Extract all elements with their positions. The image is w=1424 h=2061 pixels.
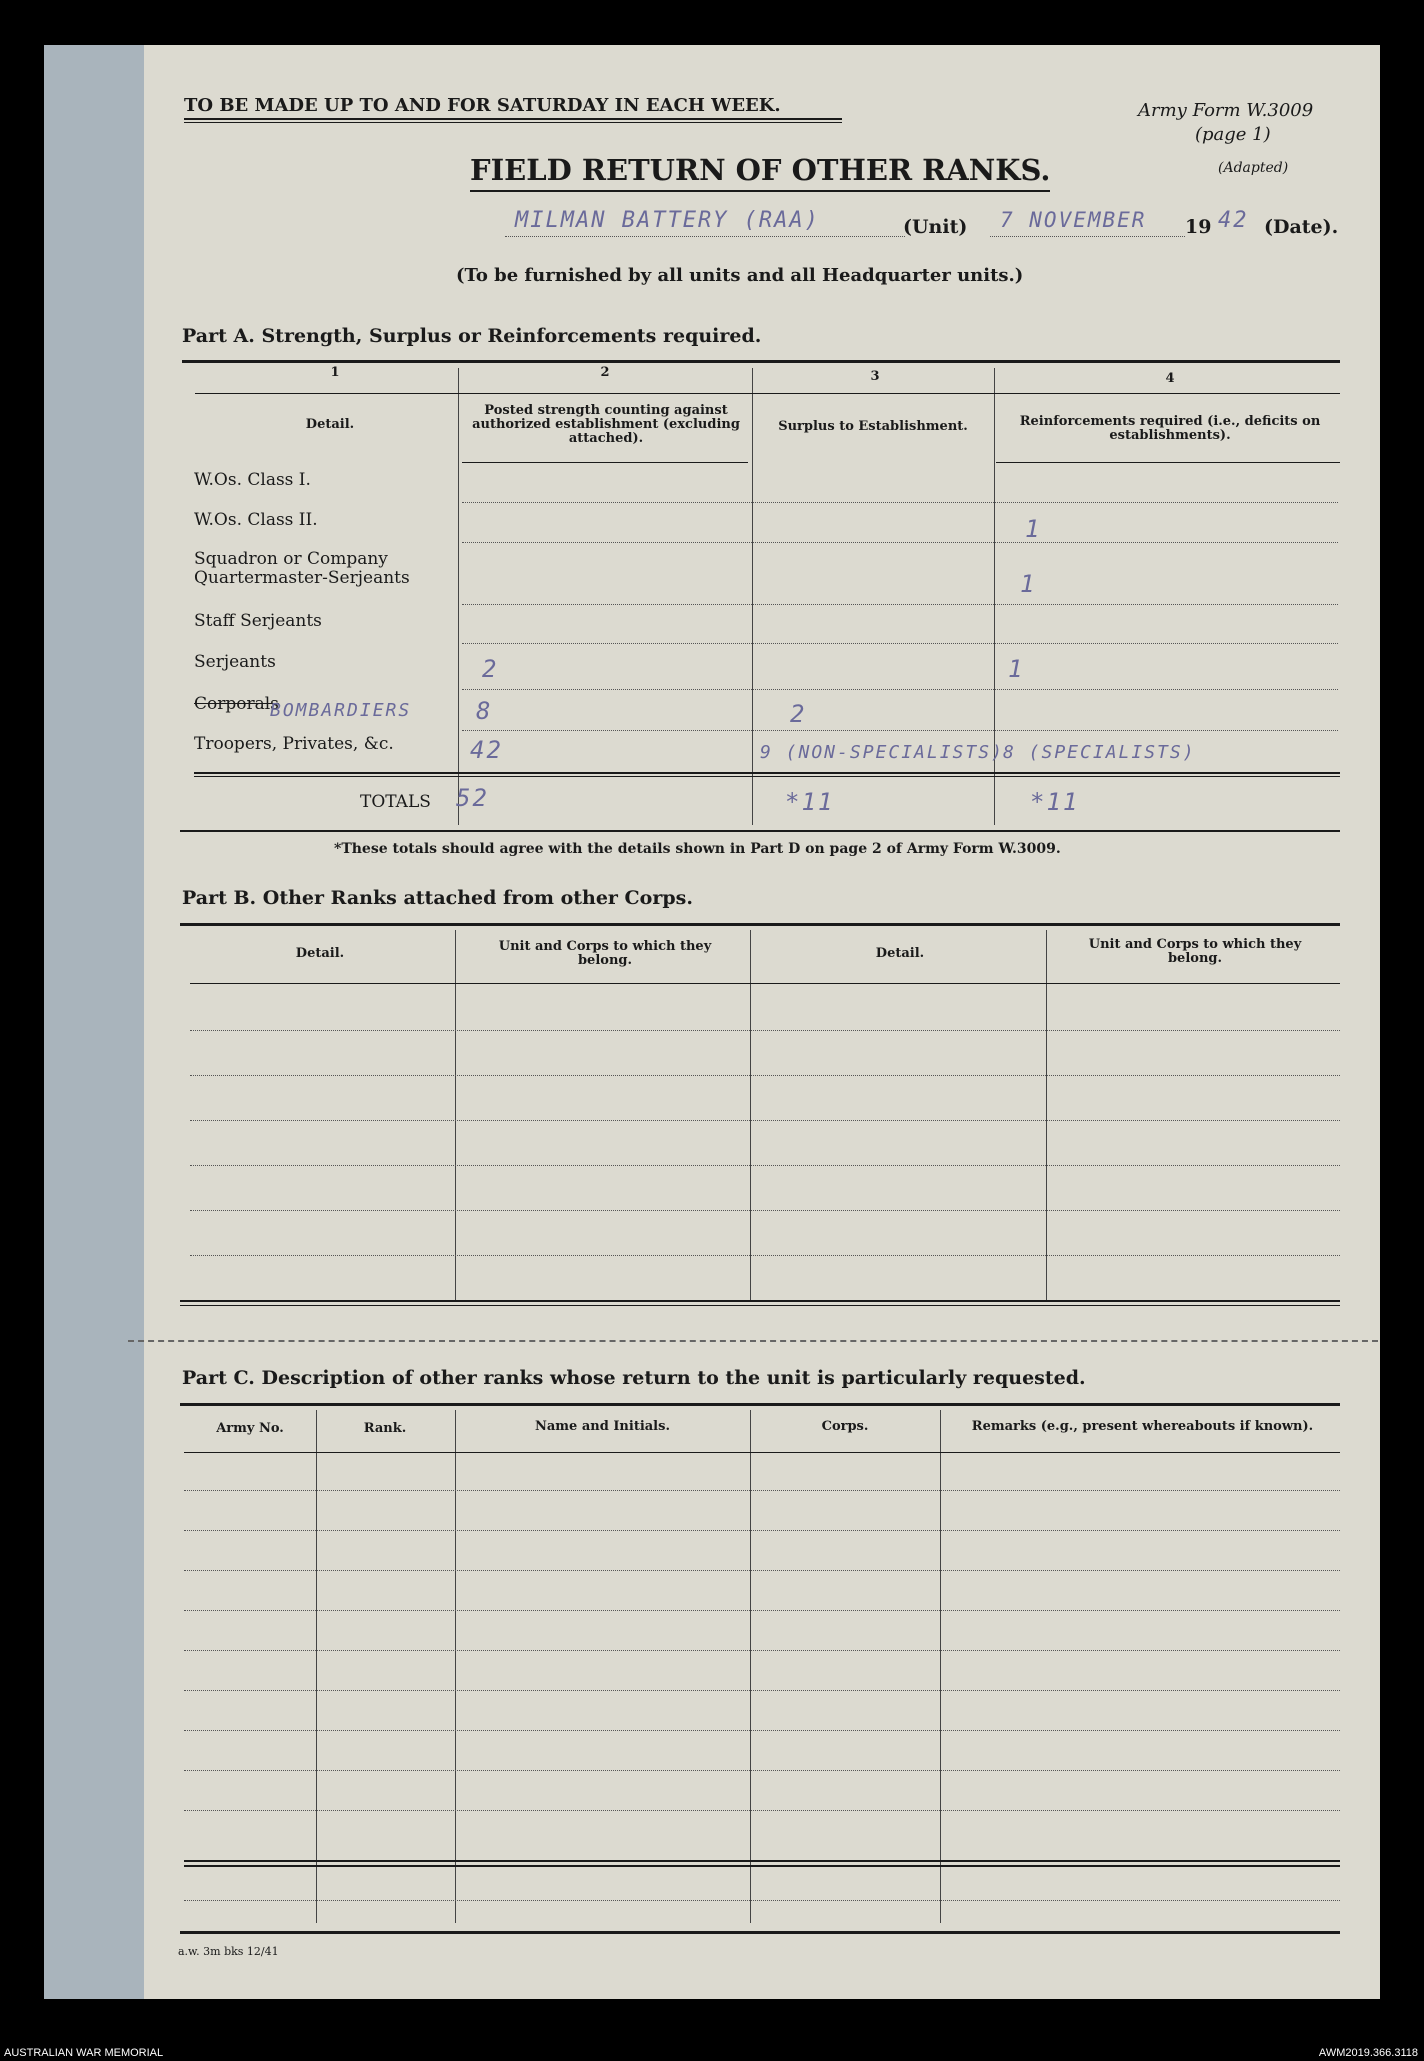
- row-label-cqms: Squadron or Company Quartermaster-Serjeants: [194, 549, 410, 588]
- row-label-wo1: W.Os. Class I.: [194, 470, 311, 490]
- part-b-divider-1: [455, 930, 456, 1302]
- row-line: [462, 689, 1338, 690]
- totals-surplus: *11: [785, 788, 835, 816]
- part-c-header-army-no: Army No.: [216, 1421, 284, 1436]
- row-label-corporals: Corporals: [194, 694, 279, 714]
- part-c-line: [184, 1530, 1340, 1531]
- instruction-text: TO BE MADE UP TO AND FOR SATURDAY IN EACH WEEK.: [184, 95, 781, 116]
- row-line: [462, 502, 1338, 503]
- serjeants-posted: 2: [482, 655, 499, 683]
- col-number-3: 3: [870, 369, 880, 384]
- part-c-divider-4: [940, 1410, 941, 1923]
- backing-strip: [44, 45, 144, 1999]
- part-c-top-rule: [180, 1403, 1340, 1406]
- part-a-divider-1: [458, 368, 459, 825]
- row-label-staff-sjt: Staff Serjeants: [194, 611, 322, 631]
- date-value: 7 NOVEMBER: [1000, 208, 1147, 232]
- part-b-header-rule: [190, 983, 1340, 984]
- col-number-2: 2: [600, 365, 610, 380]
- date-dotted-line: [990, 236, 1185, 237]
- part-b-line: [190, 1075, 1340, 1076]
- part-c-header-remarks: Remarks (e.g., present whereabouts if known).: [971, 1419, 1314, 1434]
- totals-top-rule-2: [194, 776, 1340, 777]
- part-b-header-unit-2: Unit and Corps to which they belong.: [1088, 937, 1302, 966]
- col-number-1: 1: [330, 365, 340, 380]
- unit-value: MILMAN BATTERY (RAA): [515, 208, 820, 233]
- totals-posted: 52: [456, 784, 489, 812]
- form-number: Army Form W.3009: [1138, 100, 1314, 121]
- troopers-surplus: 9 (NON-SPECIALISTS): [760, 742, 1004, 763]
- year-value: 42: [1218, 208, 1249, 233]
- part-c-line: [184, 1810, 1340, 1811]
- part-c-header-rule: [184, 1452, 1340, 1453]
- col-header-surplus: Surplus to Establishment.: [778, 419, 968, 434]
- wo2-reinforcements: 1: [1025, 515, 1042, 543]
- col-header-reinforcements: Reinforcements required (i.e., deficits on establishments).: [1019, 414, 1321, 443]
- row-label-troopers: Troopers, Privates, &c.: [194, 734, 394, 754]
- date-label: (Date).: [1264, 216, 1339, 238]
- cqms-reinforcements: 1: [1020, 570, 1037, 598]
- row-label-serjeants: Serjeants: [194, 652, 276, 672]
- tear-line: [128, 1340, 1378, 1342]
- part-b-top-rule: [180, 923, 1340, 926]
- instruction-underline-2: [184, 122, 842, 123]
- form-title: FIELD RETURN OF OTHER RANKS.: [470, 153, 1051, 187]
- part-c-header-rank: Rank.: [363, 1421, 407, 1436]
- print-code: a.w. 3m bks 12/41: [178, 1945, 279, 1958]
- part-b-line: [190, 1255, 1340, 1256]
- col-header-posted: Posted strength counting against authorized establishment (excluding attached).: [472, 403, 740, 446]
- part-b-divider-3: [1046, 930, 1047, 1302]
- part-c-title: Part C. Description of other ranks whose return to the unit is particularly requested.: [182, 1367, 1086, 1389]
- part-c-double-rule: [184, 1860, 1340, 1862]
- part-b-header-unit-1: Unit and Corps to which they belong.: [498, 939, 712, 968]
- part-b-header-detail-1: Detail.: [295, 946, 345, 961]
- part-c-divider-1: [316, 1410, 317, 1923]
- posted-header-rule: [462, 462, 748, 463]
- row-line: [462, 604, 1338, 605]
- corporals-surplus: 2: [790, 700, 807, 728]
- col-header-detail: Detail.: [305, 417, 355, 432]
- part-b-divider-2: [750, 930, 751, 1302]
- unit-label: (Unit): [903, 216, 968, 238]
- credit-left: AUSTRALIAN WAR MEMORIAL: [4, 2047, 164, 2059]
- part-c-line: [184, 1690, 1340, 1691]
- col-number-4: 4: [1165, 371, 1175, 386]
- part-c-line: [184, 1650, 1340, 1651]
- part-b-title: Part B. Other Ranks attached from other Corps.: [182, 887, 693, 909]
- row-label-wo2: W.Os. Class II.: [194, 510, 318, 530]
- part-a-footnote: *These totals should agree with the details shown in Part D on page 2 of Army Form W.3009.: [334, 841, 1061, 857]
- part-c-divider-3: [750, 1410, 751, 1923]
- part-a-top-rule: [182, 360, 1340, 363]
- row-line: [462, 542, 1338, 543]
- part-c-line: [184, 1770, 1340, 1771]
- part-c-line: [184, 1570, 1340, 1571]
- part-c-bottom-rule: [180, 1931, 1340, 1934]
- serjeants-reinforcements: 1: [1008, 655, 1025, 683]
- totals-top-rule: [194, 772, 1340, 774]
- row-line: [462, 643, 1338, 644]
- part-c-divider-2: [455, 1410, 456, 1923]
- totals-reinforcements: *11: [1030, 788, 1080, 816]
- year-prefix: 19: [1185, 216, 1212, 238]
- part-a-divider-2: [752, 368, 753, 825]
- part-a-title: Part A. Strength, Surplus or Reinforcements required.: [182, 325, 762, 347]
- row-line: [462, 730, 1338, 731]
- part-b-line: [190, 1210, 1340, 1211]
- part-c-header-corps: Corps.: [821, 1419, 869, 1434]
- reinf-header-rule: [996, 462, 1340, 463]
- part-c-line: [184, 1730, 1340, 1731]
- troopers-posted: 42: [470, 736, 503, 764]
- part-a-bottom-rule: [180, 830, 1340, 832]
- bombardiers-annotation: BOMBARDIERS: [270, 700, 412, 721]
- unit-dotted-line: [505, 236, 905, 237]
- title-underline: [470, 190, 1050, 192]
- part-b-bottom-rule: [180, 1300, 1340, 1302]
- part-c-line: [184, 1610, 1340, 1611]
- part-b-header-detail-2: Detail.: [875, 946, 925, 961]
- totals-label: TOTALS: [360, 792, 431, 812]
- credit-right: AWM2019.366.3118: [1318, 2047, 1418, 2059]
- part-c-header-name: Name and Initials.: [535, 1419, 670, 1434]
- part-b-line: [190, 1120, 1340, 1121]
- part-b-line: [190, 1165, 1340, 1166]
- part-c-line: [184, 1490, 1340, 1491]
- part-c-double-rule-2: [184, 1865, 1340, 1867]
- adapted-note: (Adapted): [1218, 160, 1289, 176]
- subtitle: (To be furnished by all units and all Headquarter units.): [456, 265, 1024, 286]
- part-b-line: [190, 1030, 1340, 1031]
- part-c-line: [184, 1900, 1340, 1901]
- instruction-underline: [184, 118, 842, 120]
- troopers-reinforcements: 8 (SPECIALISTS): [1003, 742, 1196, 763]
- page-number: (page 1): [1195, 124, 1271, 145]
- col-number-rule: [195, 393, 1340, 394]
- part-b-bottom-rule-2: [180, 1305, 1340, 1306]
- corporals-posted: 8: [476, 697, 493, 725]
